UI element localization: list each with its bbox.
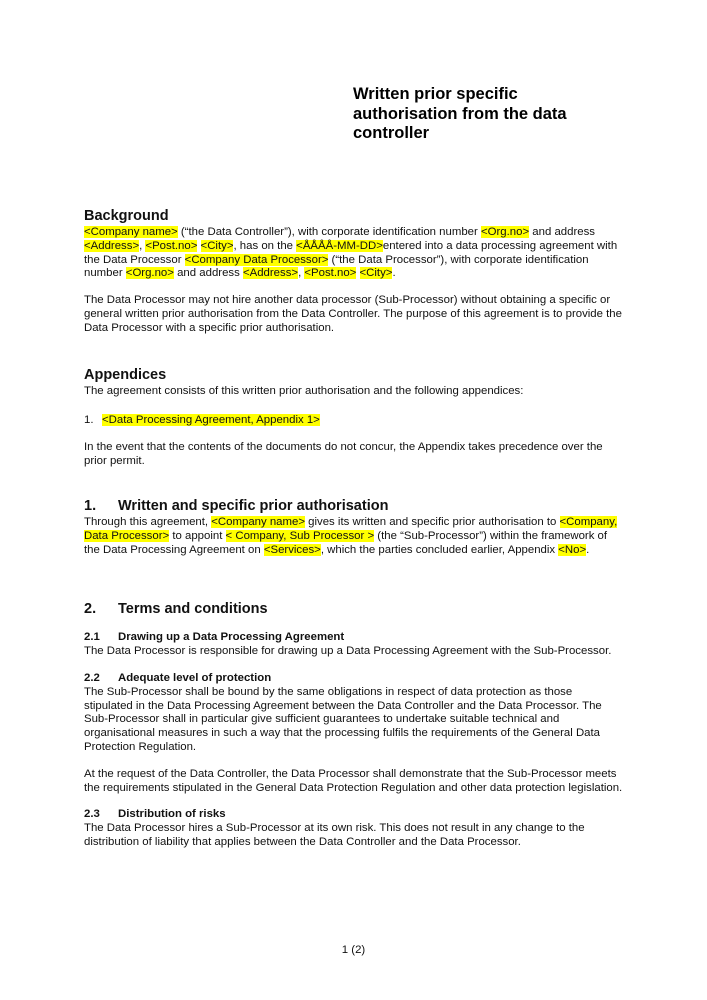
section-2-3-text: The Data Processor hires a Sub-Processor at its own risk. This does not result in any change to the distribution of liability that applies between the Data Controller and the Data Processor. (84, 822, 585, 849)
section-2-2-text-1: The Sub-Processor shall be bound by the same obligations in respect of data protection as those stipulated in the Data Processing Agreement between the Data Controller and the Data Processor. The Sub-Processor shall in particular give sufficient guarantees to undertake suitable technical and organisational measures in such a way that the processing fulfils the requirements of the General Data Protection Regulation. (84, 685, 602, 753)
section-1 (84, 497, 624, 557)
placeholder-company-name-s1: <Company name> (211, 516, 305, 528)
placeholder-post-no-2: <Post.no> (304, 267, 357, 280)
section-1-paragraph: Through this agreement, <Company name> gives its written and specific prior authorisation to <Company, Data Processor> to appoint < Company, Sub Processor > (the “Sub-Processor”) within the framework of the Data Processing Agreement on <Services>, which the parties concluded earlier, Appendix <No>. (84, 516, 618, 556)
placeholder-appendix: <Data Processing Agreement, Appendix 1> (102, 413, 320, 426)
section-2 (84, 600, 624, 850)
section-2-3-heading: 2.3 Distribution of risks (84, 808, 226, 821)
section-2-2-heading: 2.2 Adequate level of protection (84, 671, 272, 684)
placeholder-appendix-no: <No> (558, 543, 587, 556)
placeholder-post-no: <Post.no> (145, 239, 198, 252)
section-2-2-text-2: At the request of the Data Controller, the Data Processor shall demonstrate that the Sub-Processor meets the requirements stipulated in the General Data Protection Regulation and other data protection legislation. (84, 767, 623, 794)
appendices-intro: The agreement consists of this written prior authorisation and the following appendices: (84, 385, 524, 397)
placeholder-org-no-2: <Org.no> (125, 267, 174, 280)
background-paragraph-1: <Company name> (“the Data Controller”), with corporate identification number <Org.no> and address <Address>, <Post.no> <City>, has on the <ÅÅÅÅ-MM-DD>entered into a data processing agreement with the Data Processor <Company Data Processor> (“the Data Processor”), with corporate identification number <Org.no> and address <Address>, <Post.no> <City>. (84, 226, 618, 280)
placeholder-company-name: <Company name> (84, 226, 178, 238)
background-paragraph-2: The Data Processor may not hire another data processor (Sub-Processor) without obtaining a specific or general written prior authorisation from the Data Controller. The purpose of this agreement is to provide the Data Processor with a specific prior authorisation. (84, 294, 622, 334)
placeholder-date: <ÅÅÅÅ-MM-DD> (296, 239, 383, 252)
page-number: 1 (2) (341, 944, 366, 956)
appendix-item-number: 1. (84, 413, 94, 426)
document-title: Written prior specific authorisation from the data controller (353, 85, 567, 142)
placeholder-company-data-processor-s1: <Company, Data Processor> (84, 516, 618, 542)
appendix-list-item (84, 413, 624, 427)
appendices-precedence: In the event that the contents of the documents do not concur, the Appendix takes precedence over the prior permit. (84, 440, 603, 467)
placeholder-org-no: <Org.no> (480, 226, 530, 238)
placeholder-company-sub-processor: < Company, Sub Processor > (225, 529, 375, 542)
placeholder-city-2: <City> (359, 267, 393, 280)
section-2-heading: 2. Terms and conditions (84, 601, 268, 617)
appendices-section (84, 366, 624, 468)
section-2-1-heading: 2.1 Drawing up a Data Processing Agreement (84, 631, 345, 643)
section-1-heading: 1. Written and specific prior authorisation (84, 498, 389, 514)
placeholder-company-data-processor: <Company Data Processor> (184, 253, 329, 266)
placeholder-services: <Services> (263, 543, 321, 556)
background-heading: Background (84, 208, 169, 224)
placeholder-address: <Address> (84, 239, 140, 252)
appendices-heading: Appendices (84, 367, 167, 383)
placeholder-city: <City> (200, 239, 234, 252)
section-2-1-text: The Data Processor is responsible for drawing up a Data Processing Agreement with the Sub-Processor. (84, 645, 612, 657)
background-section (84, 207, 624, 336)
placeholder-address-2: <Address> (242, 267, 299, 280)
